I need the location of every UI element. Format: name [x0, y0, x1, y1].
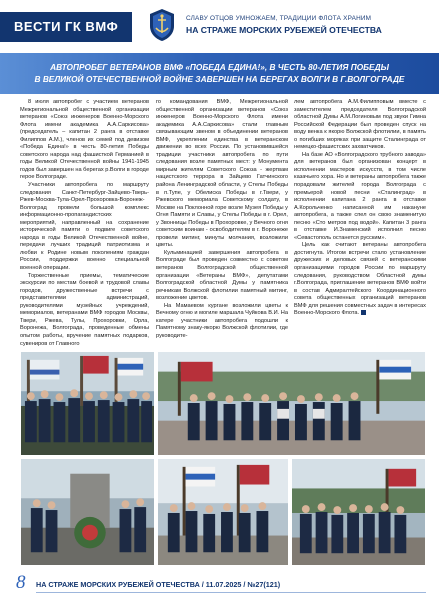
article-body [20, 99, 426, 346]
photo-wreath-laying [20, 458, 155, 566]
paragraph [294, 242, 426, 317]
photo-memorial-meeting [291, 458, 426, 566]
article-column-1 [20, 99, 149, 346]
footer-divider [36, 592, 426, 593]
paragraph: го командования ВМФ, Межрегиональной общественной организации ветеранов «Союз инженеров Военно-Морского Флота имени академика А.А.Саркисова» стали главным связывающим звеном в объединении ветеранов ВМФ, укреплении единства в ветеранском движении во всех России. По установившейся традиции участники автопробега по пути следования возле памятных мест: у Монумента мирным жителям Советского Союза - жертвам нацистского террора в Зайцево Гатчинского района Ленинградской области, у Стелы Победы в п.Тупе, у Обелиска Победы в г.Твери, у Ржевского мемориала Советскому солдату, в Москве на Поклонной горе возле Музея Победы у Огня Памяти и Славы, у Стелы Победы в г. Орел, у Звонницы Победы в Прохоровке, у Вечного огня советским воинам - освободителям в г. Воронеже провели митинг, минуты молчания, возложили цветы. [156, 99, 288, 249]
paragraph: На базе АО «Волгоградского трубного завода» для ветеранов был организован концерт в исполнении мастеров искусств, в том числе казачьего хора. Но и ветераны автопробега также порадовали жителей города Волгограда с премьерой новой песни «Сталинград» в исполнении капитана 2 ранга в отставке А.Корольченко написанной им накануне автопробега, а также спел он свою знаменитую песню «Сто метров под водой». Капитан 3 ранга в отставке И.Знаменский исполнил песню «Севастополь останется русским». [294, 151, 426, 241]
photo-ceremony-lineup [157, 351, 426, 456]
photo-flag-bearers [157, 458, 289, 566]
section-tab: ВЕСТИ ГК ВМФ [0, 12, 132, 42]
headline-line-2: В ВЕЛИКОЙ ОТЕЧЕСТВЕННОЙ ВОЙНЕ ЗАВЕРШЕН НА БЕРЕГАХ ВОЛГИ В Г.ВОЛГОГРАДЕ [34, 74, 405, 84]
paragraph: лем автопробега А.М.Филипповым вместе с заместителем председателя Волгоградской областной Думы А.М.Логиновым под звуки Гимна Российской Федерации был проведен спуск на воду венка к якорю Волжской флотилии, в память о погибших моряках при защите Сталинграда от немецко-фашистских захватчиков. [294, 99, 426, 151]
paragraph: 8 июля автопробег с участием ветеранов Межрегиональной общественной организации ветеранов «Союз инженеров Военно-Морского Флота имени академика А.А.Саркисова» (председатель – капитан 2 ранга в отставке Филиппов А.М.), членов их семей под девизом «Победа Едина!» в честь 80-летия Победы советского народа над фашисткой Германией в годы Великой Отечественной войны 1941-1945 годов был завершен на берегах р.Волги в городе герое Волгограде. [20, 99, 149, 181]
paragraph: Торжественные приемы, тематические экскурсии по местам боевой и трудовой славы городов, дружественные встречи с представителями администраций, руководителями музейных учреждений, мемориалов, ветеранами ВМФ городов Москвы, Твери, Ржева, Тулы, Прохоровки, Орла, Воронежа, Волгограда, проведенные обмены опытом работы, вручение памятных подарков, сувениров от Главного [20, 272, 149, 346]
article-column-3 [294, 99, 426, 346]
page-header [0, 0, 439, 52]
header-brand: НА СТРАЖЕ МОРСКИХ РУБЕЖЕЙ ОТЕЧЕСТВА [186, 25, 382, 35]
page-number: 8 [16, 572, 26, 593]
page-footer [0, 572, 439, 600]
naval-emblem-icon [148, 8, 176, 42]
footer-issue-info: НА СТРАЖЕ МОРСКИХ РУБЕЖЕЙ ОТЕЧЕСТВА / 11.07.2025 / №27(121) [36, 580, 281, 589]
article-headline [0, 53, 439, 85]
photo-veterans-group-flags [20, 351, 155, 456]
end-mark-icon [361, 310, 366, 315]
article-column-2 [156, 99, 288, 346]
paragraph: На Мамаевом кургане возложили цветы к Вечному огню и могиле маршала Чуйкова В.И. На катере участники автопробега подошли к Памятному знаку-якорю Волжской флотилии, где руководите- [156, 302, 288, 339]
headline-line-1: АВТОПРОБЕГ ВЕТЕРАНОВ ВМФ «ПОБЕДА ЕДИНА!», В ЧЕСТЬ 80-ЛЕТИЯ ПОБЕДЫ [50, 62, 389, 72]
paragraph: Участники автопробега по маршруту следования Санкт-Петербург-Зайцево-Тверь-Ржев-Москва-Тула-Орел-Прохоровка-Воронеж-Волгоград провели большой комплекс информационно-пропагандистских мероприятий, направленный на сохранение исторической памяти о подвиге советского народа в годы Великой Отечественной войне, передачи лучших традиций патриотизма и любви к Родине новым поколениям граждан России, поддержки военно специальной военной операции. [20, 182, 149, 272]
photo-collage [20, 351, 426, 566]
headline-banner [0, 53, 439, 94]
paragraph-text: Цель как считают ветераны автопробега достигнута. Итогом встречи стало установление дружеских и деловых связей с ветеранскими организациями городов России по маршруту следования, руководством Областной думы г.Волгограда, приглашение ветеранов ВМФ войти в состав Адмиралтейского Координационного совета общественных организаций ветеранов ВМФ для решения совместных задач в интересах Военно-Морского Флота. [294, 242, 426, 317]
header-slogan: СЛАВУ ОТЦОВ УМНОЖАЕМ, ТРАДИЦИИ ФЛОТА ХРАНИМ [186, 15, 372, 22]
paragraph: Кульминацией завершения автопробега в Волгограде был проведен совместно с советом ветеранов Волгоградской общественной организации «Ветераны ВМФ», депутатами Волгоградской областной Думы у памятника речникам Волжской флотилии памятный митинг, возложение цветов. [156, 249, 288, 302]
